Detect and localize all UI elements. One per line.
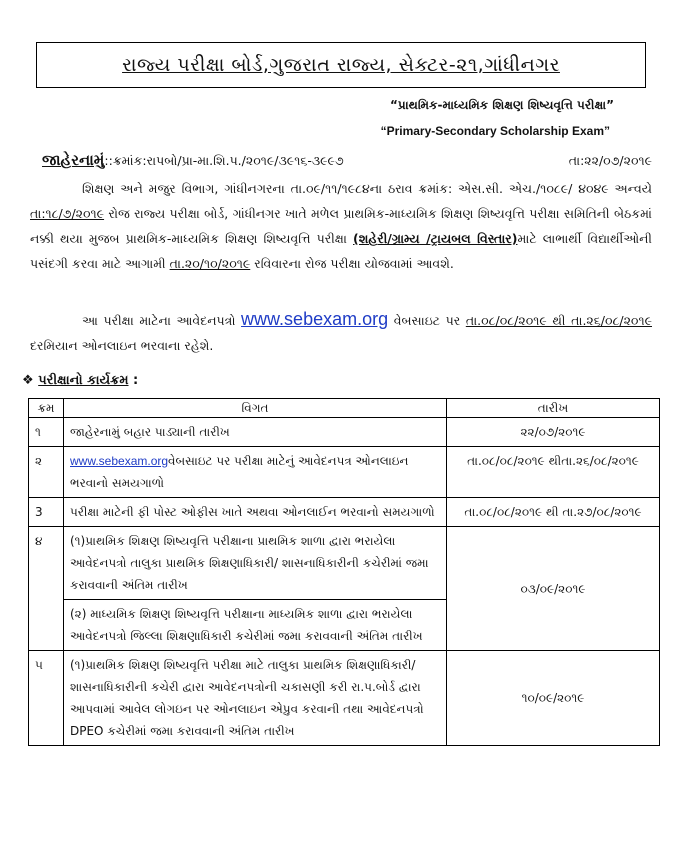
row-desc: જાહેરનામું બહાર પાડ્યાની તારીખ [64,418,447,447]
website-link[interactable]: www.sebexam.org [70,454,169,468]
row-desc: પરીક્ષા માટેની ફી પોસ્ટ ઓફીસ ખાતે અથવા ઓનલાઈન ભરવાનો સમયગાળો [64,498,447,527]
section-label: પરીક્ષાનો કાર્યક્રમ [38,373,129,388]
para2-text-2: વેબસાઇટ પર [388,313,466,328]
area-text: (શહેરી/ગ્રામ્ય /ટ્રાયબલ વિસ્તાર) [353,231,518,246]
notice-line [42,151,652,169]
diamond-bullet-icon: ❖ [22,373,34,388]
row-desc [64,447,447,498]
row-num: ૫ [29,651,64,746]
para2-text-3: દરમિયાન ઓનલાઇન ભરવાના રહેશે. [30,338,214,353]
notice-date: તા:૨૨/૦૭/૨૦૧૯ [568,153,652,168]
notice-number: ::ક્રમાંક:રાપબો/પ્રા-મા.શિ.પ./૨૦૧૯/૩૯૧૬-૩૯૯૭ [104,153,344,168]
para1-text-4: રવિવારના રોજ પરીક્ષા યોજવામાં આવશે. [250,256,454,271]
para1-text-2: રોજ રાજ્ય પરીક્ષા બોર્ડ, ગાંધીનગર ખાતે મળેલ પ્રાથમિક-માધ્યમિક શિક્ષણ શિષ્યવૃત્તિ પરીક્ષા સમિતિની બેઠકમાં નક્કી થયા મુજબ પ્રાથમિક-માધ્યમિક શિક્ષણ શિષ્યવૃત્તિ પરીક્ષા [30,206,652,246]
table-row [29,651,660,746]
page-title: રાજ્ય પરીક્ષા બોર્ડ,ગુજરાત રાજ્ય, સેક્ટર-૨૧,ગાંધીનગર [122,54,560,76]
para1-text-3: માટે લાભાર્થી વિદ્યાર્થીઓની પસંદગી કરવા માટે આગામી [30,231,652,271]
row-num: ૨ [29,447,64,498]
para2-text-1: આ પરીક્ષા માટેના આવેદનપત્રો [82,313,242,328]
section-colon: : [128,373,139,388]
row-date: ૧૦/૦૯/૨૦૧૯ [447,651,660,746]
row-num: 3 [29,498,64,527]
row-date: ૦૩/૦૯/૨૦૧૯ [447,527,660,651]
exam-date: તા.૨૦/૧૦/૨૦૧૯ [169,256,251,271]
para1-text-1: શિક્ષણ અને મજુર વિભાગ, ગાંધીનગરના તા.૦૯/૧૧/૧૯૮૪ના ઠરાવ ક્રમાંક: એસ.સી. એચ./૧૦૮૯/ ૪૦૪૯ અન્વયે [82,181,652,196]
table-row [29,418,660,447]
section-heading [22,373,138,388]
table-row [29,447,660,498]
row-desc-b: (૨) માધ્યમિક શિક્ષણ શિષ્યવૃત્તિ પરીક્ષાના માધ્યમિક શાળા દ્વારા ભરાયેલા આવેદનપત્રો જિલ્લા શિક્ષણાધિકારી કચેરીમાં જમા કરાવવાની અંતિમ તારીખ [64,600,447,651]
row-desc-text: વેબસાઇટ પર પરીક્ષા માટેનું આવેદનપત્ર ઓનલાઇન ભરવાનો સમયગાળો [70,454,409,490]
notice-lead: જાહેરનામું [42,151,105,169]
row-num: ૪ [29,527,64,651]
table-row [29,527,660,600]
row-desc-a: (૧)પ્રાથમિક શિક્ષણ શિષ્યવૃત્તિ પરીક્ષાના પ્રાથમિક શાળા દ્વારા ભરાયેલા આવેદનપત્રો તાલુકા પ્રાથમિક શિક્ષણાધિકારી/ શાસનાધિકારીની કચેરીમાં જમા કરાવવાની અંતિમ તારીખ [64,527,447,600]
row-date: તા.૦૮/૦૮/૨૦૧૯ થી તા.૨૭/૦૮/૨૦૧૯ [447,498,660,527]
paragraph-2 [30,307,652,358]
application-period: તા.૦૮/૦૮/૨૦૧૯ થી તા.૨૬/૦૮/૨૦૧૯ [465,313,652,328]
website-link[interactable]: www.sebexam.org [241,309,389,329]
row-desc: (૧)પ્રાથમિક શિક્ષણ શિષ્યવૃત્તિ પરીક્ષા માટે તાલુકા પ્રાથમિક શિક્ષણાધિકારી/શાસનાધિકારીની કચેરી દ્વારા આવેદનપત્રોની ચકાસણી કરી રા.પ.બોર્ડ દ્વારા આપવામાં આવેલ લોગઇન પર ઓનલાઇન એપ્રુવ કરવાની તથા આવેદનપત્રો DPEO કચેરીમાં જમા કરાવવાની અંતિમ તારીખ [64,651,447,746]
schedule-table [28,398,660,746]
table-row [29,498,660,527]
row-date: ૨૨/૦૭/૨૦૧૯ [447,418,660,447]
subtitle-english: “Primary-Secondary Scholarship Exam” [380,124,610,138]
meeting-date: તા:૧૮/૭/૨૦૧૯ [30,206,105,221]
subtitle-gujarati: “પ્રાથમિક-માધ્યમિક શિક્ષણ શિષ્યવૃત્તિ પરીક્ષા” [390,98,614,112]
row-num: ૧ [29,418,64,447]
paragraph-1 [30,176,652,276]
table-header-row [29,399,660,418]
row-date: તા.૦૮/૦૮/૨૦૧૯ થીતા.૨૬/૦૮/૨૦૧૯ [447,447,660,498]
header-desc: વિગત [64,399,447,418]
title-box [36,42,646,88]
header-date: તારીખ [447,399,660,418]
header-num: ક્રમ [29,399,64,418]
